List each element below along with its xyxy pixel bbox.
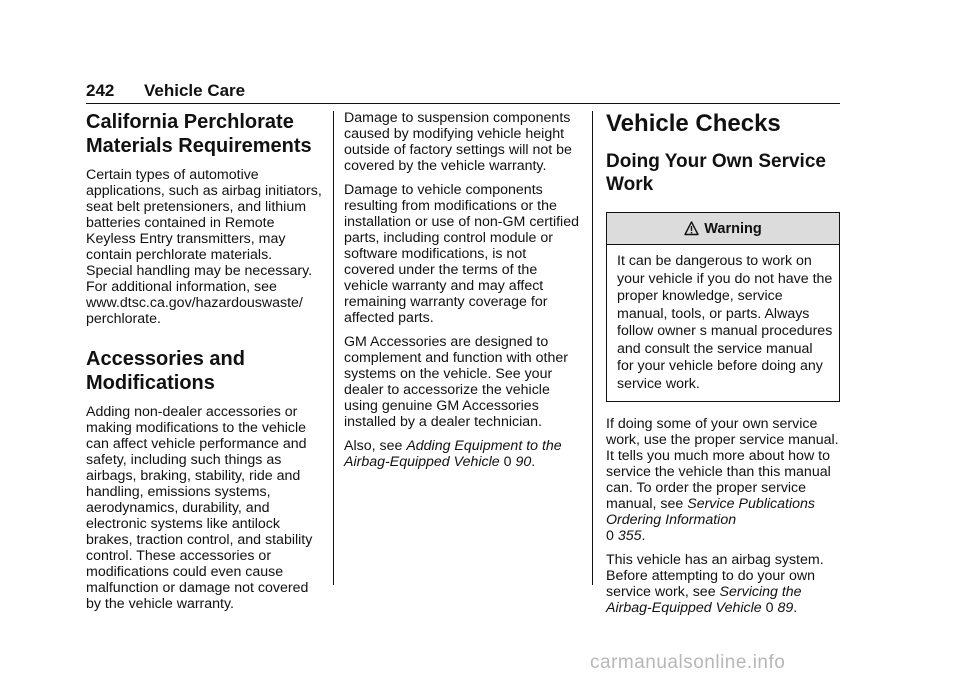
page-ref-icon: 0 — [606, 528, 614, 544]
paragraph-also-see: Also, see Adding Equipment to the Airbag-Equipped Vehicle 0 90. — [344, 438, 562, 470]
page-ref-icon: 0 — [765, 600, 774, 616]
warning-box — [606, 212, 840, 402]
heading-perchlorate: California Perchlorate Materials Requirements — [86, 111, 312, 157]
column-1 — [86, 110, 322, 620]
warning-text: It can be dangerous to work on your vehicle if you do not have the proper knowledge, service manual, tools, or parts. Always follow owner s manual procedures and consult the service manual for your vehicle before doing any service work. — [617, 253, 833, 392]
paragraph-perchlorate: Certain types of automotive applications, such as airbag initiators, seat belt pretensioners, and lithium batteries contained in Remote Keyless Entry transmitters, may contain perchlorate materials. Special handling may be necessary. For additional information, see www.dtsc.ca.gov/hazardouswaste/ perchlorate. — [86, 167, 322, 327]
section-title: Vehicle Care — [144, 81, 246, 100]
paragraph-components: Damage to vehicle components resulting from modifications or the installation or use of non-GM certified parts, including control module or software modifications, is not covered under the terms of the vehicle warranty and may affect remaining warranty coverage for affected parts. — [344, 182, 579, 326]
paragraph-service-manual: If doing some of your own service work, use the proper service manual. It tells you much more about how to service the vehicle than this manual can. To order the proper service manual, see Service Publications Ordering Information 0 355. — [606, 416, 839, 544]
heading-vehicle-checks: Vehicle Checks — [606, 110, 781, 137]
warning-header — [607, 213, 839, 245]
column-divider-2 — [592, 111, 593, 585]
cross-ref-servicing-airbag[interactable]: Servicing the Airbag-Equipped Vehicle — [606, 584, 802, 616]
paragraph-gm-accessories: GM Accessories are designed to complement and function with other systems on the vehicle. See your dealer to accessorize the vehicle using genuine GM Accessories installed by a dealer technician. — [344, 334, 568, 430]
header-rule — [86, 103, 840, 104]
column-3 — [606, 110, 842, 624]
page-ref-355[interactable]: 355 — [617, 528, 642, 544]
paragraph-accessories: Adding non-dealer accessories or making modifications to the vehicle can affect vehicle performance and safety, including such things as airbags, braking, stability, ride and handling, emissions systems, aerodynamics, durability, and electronic systems like antilock brakes, traction control, and stability control. These accessories or modifications could even cause malfunction or damage not covered by the vehicle warranty. — [86, 404, 313, 612]
cross-ref-service-publications[interactable]: Service Publications Ordering Information — [606, 496, 815, 528]
heading-accessories: Accessories and Modifications — [86, 348, 245, 394]
heading-service-work: Doing Your Own Service Work — [606, 151, 826, 195]
warning-icon — [684, 221, 699, 236]
paragraph-suspension: Damage to suspension components caused by modifying vehicle height outside of factory settings will not be covered by the vehicle warranty. — [344, 110, 572, 174]
paragraph-airbag: This vehicle has an airbag system. Before attempting to do your own service work, see Servicing the Airbag-Equipped Vehicle 0 89. — [606, 552, 824, 616]
page-ref-90[interactable]: 90 — [515, 454, 532, 470]
page-header — [86, 81, 245, 101]
page-ref-89[interactable]: 89 — [777, 600, 794, 616]
column-2 — [344, 110, 580, 478]
page-number: 242 — [86, 81, 115, 100]
cross-ref-adding-equipment[interactable]: Adding Equipment to the Airbag-Equipped Vehicle — [344, 438, 562, 470]
page-ref-icon: 0 — [503, 454, 512, 470]
warning-title: Warning — [704, 220, 762, 237]
column-divider-1 — [333, 111, 334, 585]
watermark: carmanualsonline.info — [590, 652, 786, 673]
